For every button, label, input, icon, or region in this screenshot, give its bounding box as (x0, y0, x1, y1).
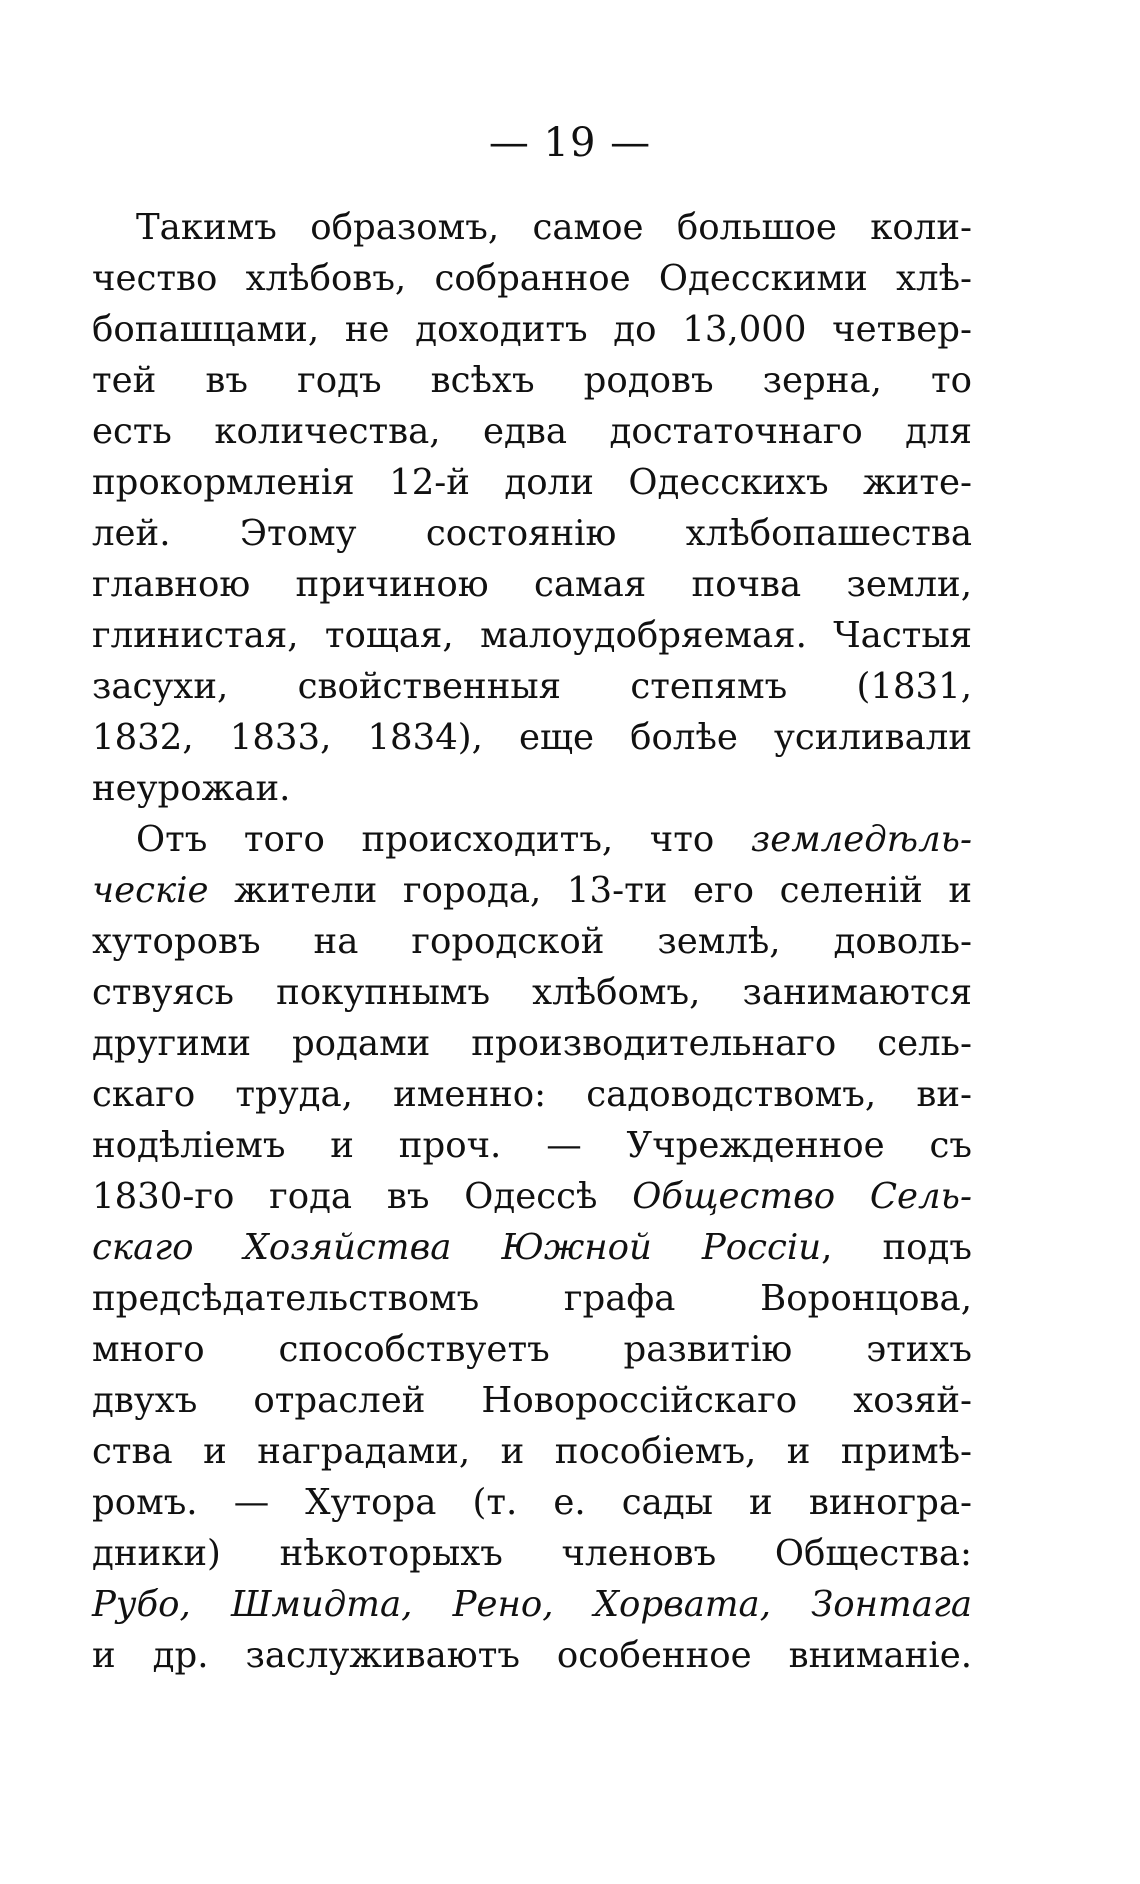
text-line: тей въ годъ всѣхъ родовъ зерна, то (92, 360, 972, 401)
text-line: нодѣліемъ и проч. — Учрежденное съ (92, 1125, 972, 1166)
body-text (92, 202, 972, 1681)
text-line: двухъ отраслей Новороссійскаго хозяй- (92, 1380, 972, 1421)
text-line: скаго труда, именно: садоводствомъ, ви- (92, 1074, 972, 1115)
text-line: предсѣдательствомъ графа Воронцова, (92, 1278, 972, 1319)
names-line: Рубо, Шмидта, Рено, Хорвата, Зонтага (92, 1584, 972, 1625)
text-line: глинистая, тощая, малоудобряемая. Частыя (92, 615, 972, 656)
text-line: главною причиною самая почва земли, (92, 564, 972, 605)
text-line: другими родами производительнаго сель- (92, 1023, 972, 1064)
text-line: чество хлѣбовъ, собранное Одесскими хлѣ- (92, 258, 972, 299)
text-line: ромъ. — Хутора (т. е. сады и виногра- (92, 1482, 972, 1523)
text-line: бопашцами, не доходитъ до 13,000 четвер- (92, 309, 972, 350)
italic-term: земледѣль- (750, 819, 972, 860)
text-line: лей. Этому состоянію хлѣбопашества (92, 513, 972, 554)
text-line (92, 1171, 972, 1222)
text-line: ствуясь покупнымъ хлѣбомъ, занимаются (92, 972, 972, 1013)
text-line: прокормленія 12-й доли Одесскихъ жите- (92, 462, 972, 503)
italic-term: Общество Сель- (632, 1176, 972, 1217)
text-line (92, 814, 972, 865)
text-run: Отъ того происходитъ, что (136, 819, 751, 860)
text-line: много способствуетъ развитію этихъ (92, 1329, 972, 1370)
text-line: засухи, свойственныя степямъ (1831, (92, 666, 972, 707)
text-run: жители города, 13-ти его селеній и (208, 870, 972, 911)
text-line: 1832, 1833, 1834), еще болѣе усиливали (92, 717, 972, 758)
text-line: и др. заслуживаютъ особенное вниманіе. (92, 1635, 972, 1676)
text-run: 1830-го года въ Одессѣ (92, 1176, 633, 1217)
text-line: хуторовъ на городской землѣ, доволь- (92, 921, 972, 962)
text-line: есть количества, едва достаточнаго для (92, 411, 972, 452)
page-number: — 19 — (488, 120, 652, 166)
text-line (92, 1222, 972, 1273)
paragraph-2 (92, 814, 972, 1681)
text-line: дники) нѣкоторыхъ членовъ Общества: (92, 1533, 972, 1574)
italic-term: скаго Хозяйства Южной Россіи (92, 1227, 822, 1268)
text-run: , подъ (821, 1227, 973, 1268)
text-line: неурожаи. (92, 768, 291, 809)
italic-term: ческіе (92, 870, 209, 911)
paragraph-1 (92, 202, 972, 814)
text-line: Такимъ образомъ, самое большое коли- (136, 207, 972, 248)
text-line: ства и наградами, и пособіемъ, и примѣ- (92, 1431, 972, 1472)
text-line (92, 865, 972, 916)
